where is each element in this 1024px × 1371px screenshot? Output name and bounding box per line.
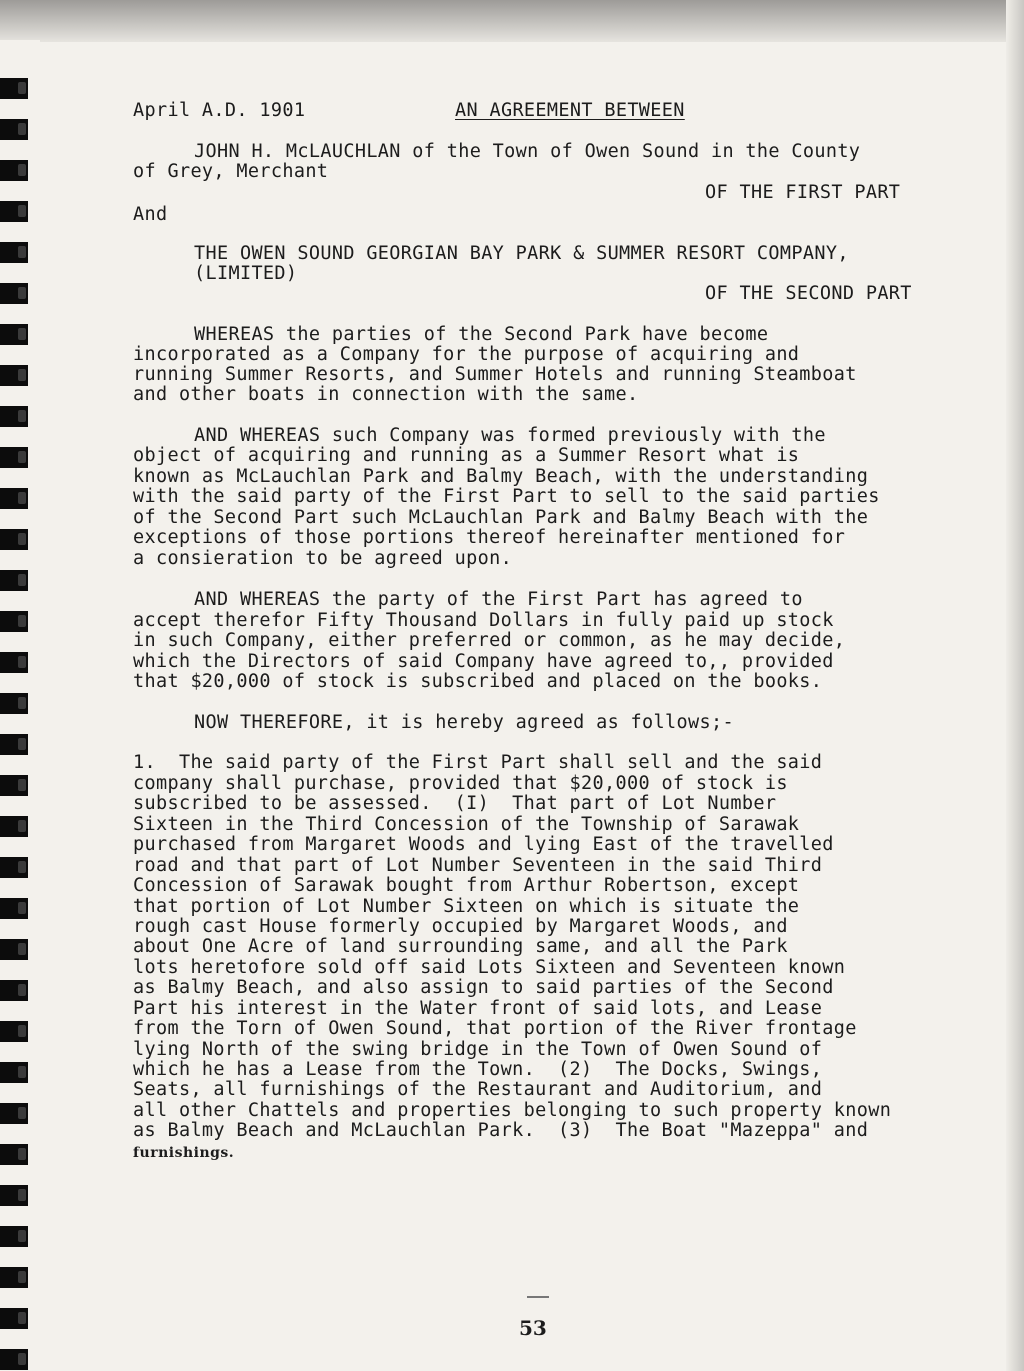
paragraph-line: accept therefor Fifty Thousand Dollars in fully paid up stock (133, 610, 834, 631)
document-date: April A.D. 1901 (133, 100, 306, 121)
paragraph-line: AND WHEREAS such Company was formed previously with the (194, 425, 826, 446)
paragraph-line: AND WHEREAS the party of the First Part has agreed to (194, 589, 803, 610)
paragraph-line: which he has a Lease from the Town. (2) The Docks, Swings, (133, 1059, 823, 1080)
party1-line: of Grey, Merchant (133, 161, 329, 182)
paragraph-line: object of acquiring and running as a Summer Resort what is (133, 445, 800, 466)
page-mark (527, 1296, 549, 1298)
paragraph-line: exceptions of those portions thereof hereinafter mentioned for (133, 527, 846, 548)
document-title: AN AGREEMENT BETWEEN (455, 100, 685, 121)
paragraph-line: of the Second Part such McLauchlan Park and Balmy Beach with the (133, 507, 869, 528)
party1-label: OF THE FIRST PART (705, 182, 901, 203)
paragraph-line: from the Torn of Owen Sound, that portion of the River frontage (133, 1018, 857, 1039)
paragraph-line: that $20,000 of stock is subscribed and placed on the books. (133, 671, 823, 692)
party2-line: (LIMITED) (194, 263, 298, 284)
paragraph-line: 1. The said party of the First Part shall sell and the said (133, 752, 823, 773)
paragraph-line: in such Company, either preferred or common, as he may decide, (133, 630, 846, 651)
paragraph-line: NOW THEREFORE, it is hereby agreed as follows;- (194, 712, 734, 733)
paragraph-line: lying North of the swing bridge in the Town of Owen Sound of (133, 1039, 823, 1060)
paragraph-line: Part his interest in the Water front of said lots, and Lease (133, 998, 823, 1019)
paragraph-line: road and that part of Lot Number Seventeen in the said Third (133, 855, 823, 876)
paragraph-line: all other Chattels and properties belonging to such property known (133, 1100, 892, 1121)
and-label: And (133, 204, 168, 225)
party2-line: THE OWEN SOUND GEORGIAN BAY PARK & SUMMER RESORT COMPANY, (194, 243, 849, 264)
paragraph-line: running Summer Resorts, and Summer Hotels and running Steamboat (133, 364, 857, 385)
paragraph-line: Concession of Sarawak bought from Arthur Robertson, except (133, 875, 800, 896)
paragraph-line: about One Acre of land surrounding same, and all the Park (133, 936, 788, 957)
page-number: 53 (519, 1316, 547, 1340)
party2-label: OF THE SECOND PART (705, 283, 912, 304)
paragraph-line: known as McLauchlan Park and Balmy Beach, with the understanding (133, 466, 869, 487)
paragraph-line: purchased from Margaret Woods and lying East of the travelled (133, 834, 834, 855)
paragraph-line: WHEREAS the parties of the Second Park have become (194, 324, 769, 345)
paragraph-line: lots heretofore sold off said Lots Sixteen and Seventeen known (133, 957, 846, 978)
paragraph-line: and other boats in connection with the same. (133, 384, 639, 405)
paragraph-line: subscribed to be assessed. (I) That part of Lot Number (133, 793, 777, 814)
party1-line: JOHN H. McLAUCHLAN of the Town of Owen Sound in the County (194, 141, 861, 162)
paragraph-line: incorporated as a Company for the purpose of acquiring and (133, 344, 800, 365)
paragraph-line: with the said party of the First Part to sell to the said parties (133, 486, 880, 507)
paragraph-end-line: furnishings. (133, 1145, 235, 1161)
paragraph-line: company shall purchase, provided that $20,000 of stock is (133, 773, 788, 794)
paragraph-line: which the Directors of said Company have agreed to,, provided (133, 651, 834, 672)
paragraph-line: that portion of Lot Number Sixteen on which is situate the (133, 896, 800, 917)
paragraph-line: rough cast House formerly occupied by Margaret Woods, and (133, 916, 788, 937)
paragraph-line: Sixteen in the Third Concession of the Township of Sarawak (133, 814, 800, 835)
paragraph-line: Seats, all furnishings of the Restaurant and Auditorium, and (133, 1079, 823, 1100)
paragraph-line: a consieration to be agreed upon. (133, 548, 513, 569)
paragraph-line: as Balmy Beach, and also assign to said parties of the Second (133, 977, 834, 998)
paragraph-line: as Balmy Beach and McLauchlan Park. (3) The Boat "Mazeppa" and (133, 1120, 869, 1141)
